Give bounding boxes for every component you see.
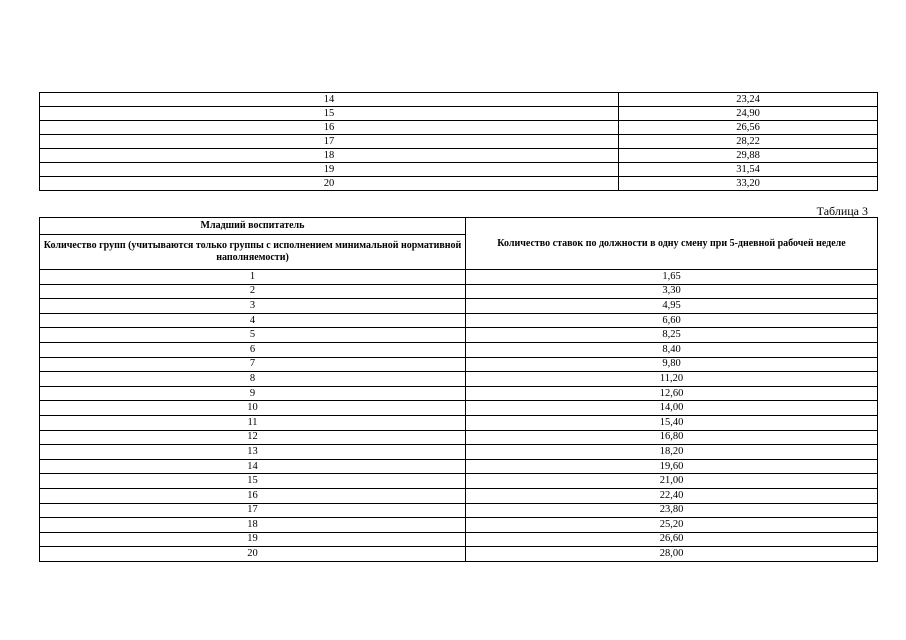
table-row	[40, 177, 878, 191]
table-row	[40, 488, 878, 503]
table-row	[40, 107, 878, 121]
rate-value-cell: 29,88	[619, 149, 878, 163]
table-row	[40, 149, 878, 163]
rate-value-cell: 23,80	[466, 503, 878, 518]
rate-value-cell: 9,80	[466, 357, 878, 372]
table-row	[40, 328, 878, 343]
junior-teacher-table	[39, 217, 878, 562]
table-row	[40, 503, 878, 518]
rate-value-cell: 3,30	[466, 284, 878, 299]
rate-value-cell: 28,22	[619, 135, 878, 149]
table-row	[40, 342, 878, 357]
group-count-cell: 20	[40, 547, 466, 562]
group-count-cell: 17	[40, 503, 466, 518]
rate-value-cell: 14,00	[466, 401, 878, 416]
group-count-cell: 19	[40, 163, 619, 177]
table-row	[40, 372, 878, 387]
table-row	[40, 357, 878, 372]
rates-column-header: Количество ставок по должности в одну смену при 5-дневной рабочей неделе	[466, 218, 878, 270]
rate-value-cell: 33,20	[619, 177, 878, 191]
group-count-cell: 16	[40, 488, 466, 503]
rate-value-cell: 26,56	[619, 121, 878, 135]
group-count-cell: 16	[40, 121, 619, 135]
rate-value-cell: 4,95	[466, 299, 878, 314]
group-count-cell: 13	[40, 445, 466, 460]
group-count-cell: 4	[40, 313, 466, 328]
table-row	[40, 445, 878, 460]
group-count-cell: 14	[40, 93, 619, 107]
rate-value-cell: 24,90	[619, 107, 878, 121]
group-count-cell: 7	[40, 357, 466, 372]
rate-value-cell: 11,20	[466, 372, 878, 387]
table-row	[40, 121, 878, 135]
rate-value-cell: 16,80	[466, 430, 878, 445]
group-count-cell: 17	[40, 135, 619, 149]
group-count-cell: 6	[40, 342, 466, 357]
rate-value-cell: 31,54	[619, 163, 878, 177]
table-row	[40, 474, 878, 489]
group-count-cell: 20	[40, 177, 619, 191]
table-row	[40, 459, 878, 474]
group-count-cell: 10	[40, 401, 466, 416]
table-row	[40, 93, 878, 107]
rate-value-cell: 21,00	[466, 474, 878, 489]
group-count-cell: 14	[40, 459, 466, 474]
group-count-cell: 5	[40, 328, 466, 343]
rate-value-cell: 8,40	[466, 342, 878, 357]
rate-value-cell: 22,40	[466, 488, 878, 503]
table-row	[40, 284, 878, 299]
group-count-cell: 15	[40, 474, 466, 489]
rate-value-cell: 18,20	[466, 445, 878, 460]
group-count-cell: 19	[40, 532, 466, 547]
table-row	[40, 547, 878, 562]
rate-value-cell: 26,60	[466, 532, 878, 547]
group-count-cell: 3	[40, 299, 466, 314]
group-count-cell: 18	[40, 149, 619, 163]
group-count-cell: 12	[40, 430, 466, 445]
rate-value-cell: 23,24	[619, 93, 878, 107]
table-row	[40, 270, 878, 285]
rate-value-cell: 15,40	[466, 415, 878, 430]
table-row	[40, 163, 878, 177]
rate-value-cell: 19,60	[466, 459, 878, 474]
group-count-cell: 15	[40, 107, 619, 121]
junior-teacher-table-body	[40, 270, 878, 562]
table-row	[40, 518, 878, 533]
group-count-cell: 2	[40, 284, 466, 299]
group-count-cell: 8	[40, 372, 466, 387]
table-row	[40, 313, 878, 328]
rate-value-cell: 25,20	[466, 518, 878, 533]
continued-table-body	[40, 93, 878, 191]
rate-value-cell: 28,00	[466, 547, 878, 562]
continued-table	[39, 92, 878, 191]
group-count-cell: 9	[40, 386, 466, 401]
group-count-cell: 18	[40, 518, 466, 533]
rate-value-cell: 12,60	[466, 386, 878, 401]
table-row	[40, 532, 878, 547]
rate-value-cell: 1,65	[466, 270, 878, 285]
role-header: Младший воспитатель	[40, 218, 466, 235]
table-row	[40, 386, 878, 401]
group-count-cell: 11	[40, 415, 466, 430]
rate-value-cell: 8,25	[466, 328, 878, 343]
groups-column-header: Количество групп (учитываются только группы с исполнением минимальной нормативной наполняемости)	[40, 235, 466, 270]
table-row	[40, 135, 878, 149]
rate-value-cell: 6,60	[466, 313, 878, 328]
table-row	[40, 401, 878, 416]
table-row	[40, 415, 878, 430]
table-row	[40, 430, 878, 445]
table-row	[40, 299, 878, 314]
group-count-cell: 1	[40, 270, 466, 285]
table-caption: Таблица 3	[816, 204, 868, 218]
